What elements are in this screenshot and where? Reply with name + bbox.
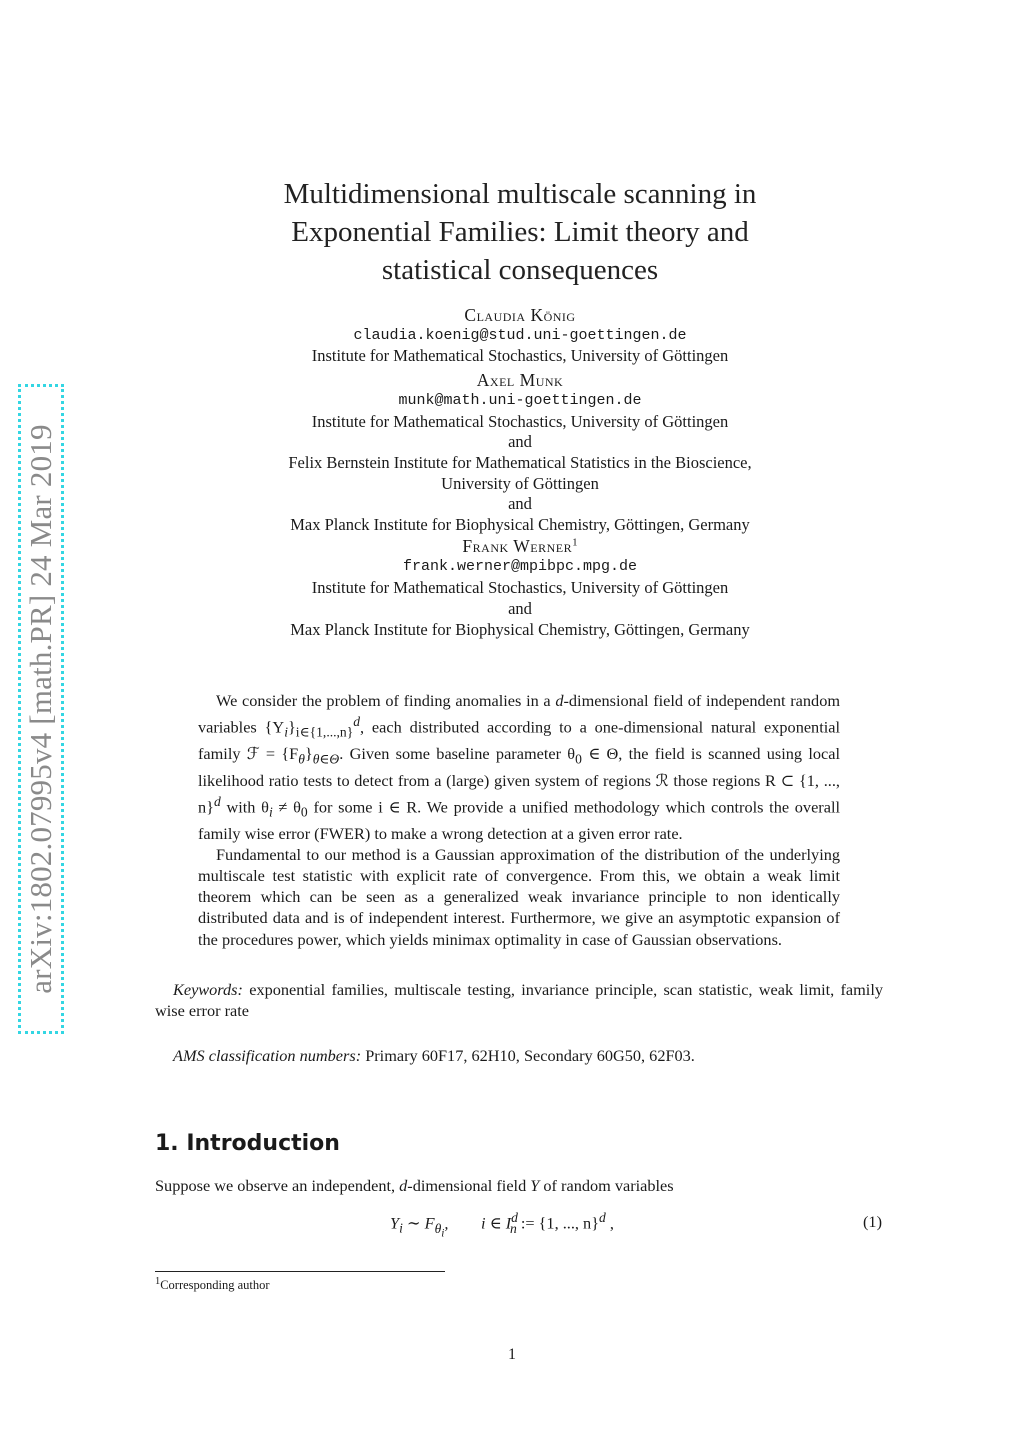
abstract-paragraph: We consider the problem of finding anomalies in a d-dimensional field of independent random variables $\{Y_i\}_{i\in\{1,...,n\}}^d$, each distributed according to a one-dimensional natural exponential family ℱ = $\{F_\theta\}_{\theta\in\Theta}$. Given some baseline parameter $\theta_0$ ∈ Θ, the field is scanned using local likelihood ratio tests to detect from a (large) given system of regions ℛ those regions R ⊂ {1, ..., n}$^d$ with $\theta_i \ne \theta_0$ for some i ∈ R. We provide a unified methodology which controls the overall family wise error (FWER) to make a wrong detection at a given error rate. (198, 691, 840, 843)
author-affiliation: Institute for Mathematical Stochastics, University of Göttingen (311, 346, 729, 366)
title-line: Exponential Families: Limit theory and (291, 216, 749, 248)
arxiv-identifier: arXiv:1802.07995v4 [math.PR] 24 Mar 2019 (23, 424, 58, 994)
paper-title (200, 175, 840, 289)
abstract-paragraph: Fundamental to our method is a Gaussian approximation of the distribution of the underlying multiscale test statistic with explicit rate of convergence. From this, we obtain a weak limit theorem which can be seen as a generalized weak invariance principle to non identically distributed data and is of independent interest. Furthermore, we give an asymptotic expansion of the procedures power, which yields minimax optimality in case of Gaussian observations. (198, 844, 840, 949)
author-email[interactable]: claudia.koenig@stud.uni-goettingen.de (353, 326, 687, 344)
equation-number: (1) (863, 1212, 882, 1231)
ams-classification (173, 1045, 695, 1066)
footnote-marker[interactable]: 1 (572, 536, 578, 549)
author-affiliation: Max Planck Institute for Biophysical Chemistry, Göttingen, Germany (290, 515, 750, 535)
author-affiliation: University of Göttingen (441, 473, 599, 493)
page-number: 1 (508, 1346, 516, 1363)
equation: $Y_i$ ∼ $F_{\theta_i}$, i ∈ $I^d_n$ := {1, ..., n}$^d$ , (390, 1210, 614, 1240)
affiliation-connector: and (508, 432, 532, 452)
title-line: statistical consequences (381, 254, 659, 286)
keywords (155, 979, 883, 1021)
author-email[interactable]: munk@math.uni-goettingen.de (398, 391, 642, 409)
author-block (200, 305, 840, 640)
ams-label: AMS classification numbers: (173, 1046, 362, 1065)
footnote-mark: 1 (155, 1276, 161, 1287)
footnote (155, 1276, 270, 1293)
author-name-row (200, 536, 840, 558)
title-line: Multidimensional multiscale scanning in (283, 178, 757, 210)
keywords-text: exponential families, multiscale testing, invariance principle, scan statistic, weak limit, family wise error rate (155, 980, 883, 1020)
author-affiliation: Max Planck Institute for Biophysical Chemistry, Göttingen, Germany (290, 619, 750, 639)
author-affiliation: Felix Bernstein Institute for Mathematical Statistics in the Bioscience, (288, 452, 752, 472)
footnote-text: Corresponding author (160, 1278, 270, 1293)
author-email[interactable]: frank.werner@mpibpc.mpg.de (402, 558, 638, 576)
affiliation-connector: and (508, 598, 532, 618)
arxiv-stamp (18, 384, 64, 1034)
section-heading: 1. Introduction (155, 1131, 340, 1156)
author-name: Axel Munk (476, 370, 564, 391)
keywords-label: Keywords: (173, 980, 243, 999)
affiliation-connector: and (508, 494, 532, 514)
footnote-rule (155, 1271, 445, 1272)
author-name: Claudia König (464, 305, 576, 325)
author-affiliation: Institute for Mathematical Stochastics, University of Göttingen (311, 411, 729, 431)
intro-text: Suppose we observe an independent, d-dimensional field Y of random variables (155, 1176, 674, 1195)
abstract (198, 690, 840, 950)
ams-text: Primary 60F17, 62H10, Secondary 60G50, 62F03. (361, 1046, 695, 1065)
author-affiliation: Institute for Mathematical Stochastics, University of Göttingen (311, 578, 729, 598)
author-name: Frank Werner (462, 535, 573, 556)
